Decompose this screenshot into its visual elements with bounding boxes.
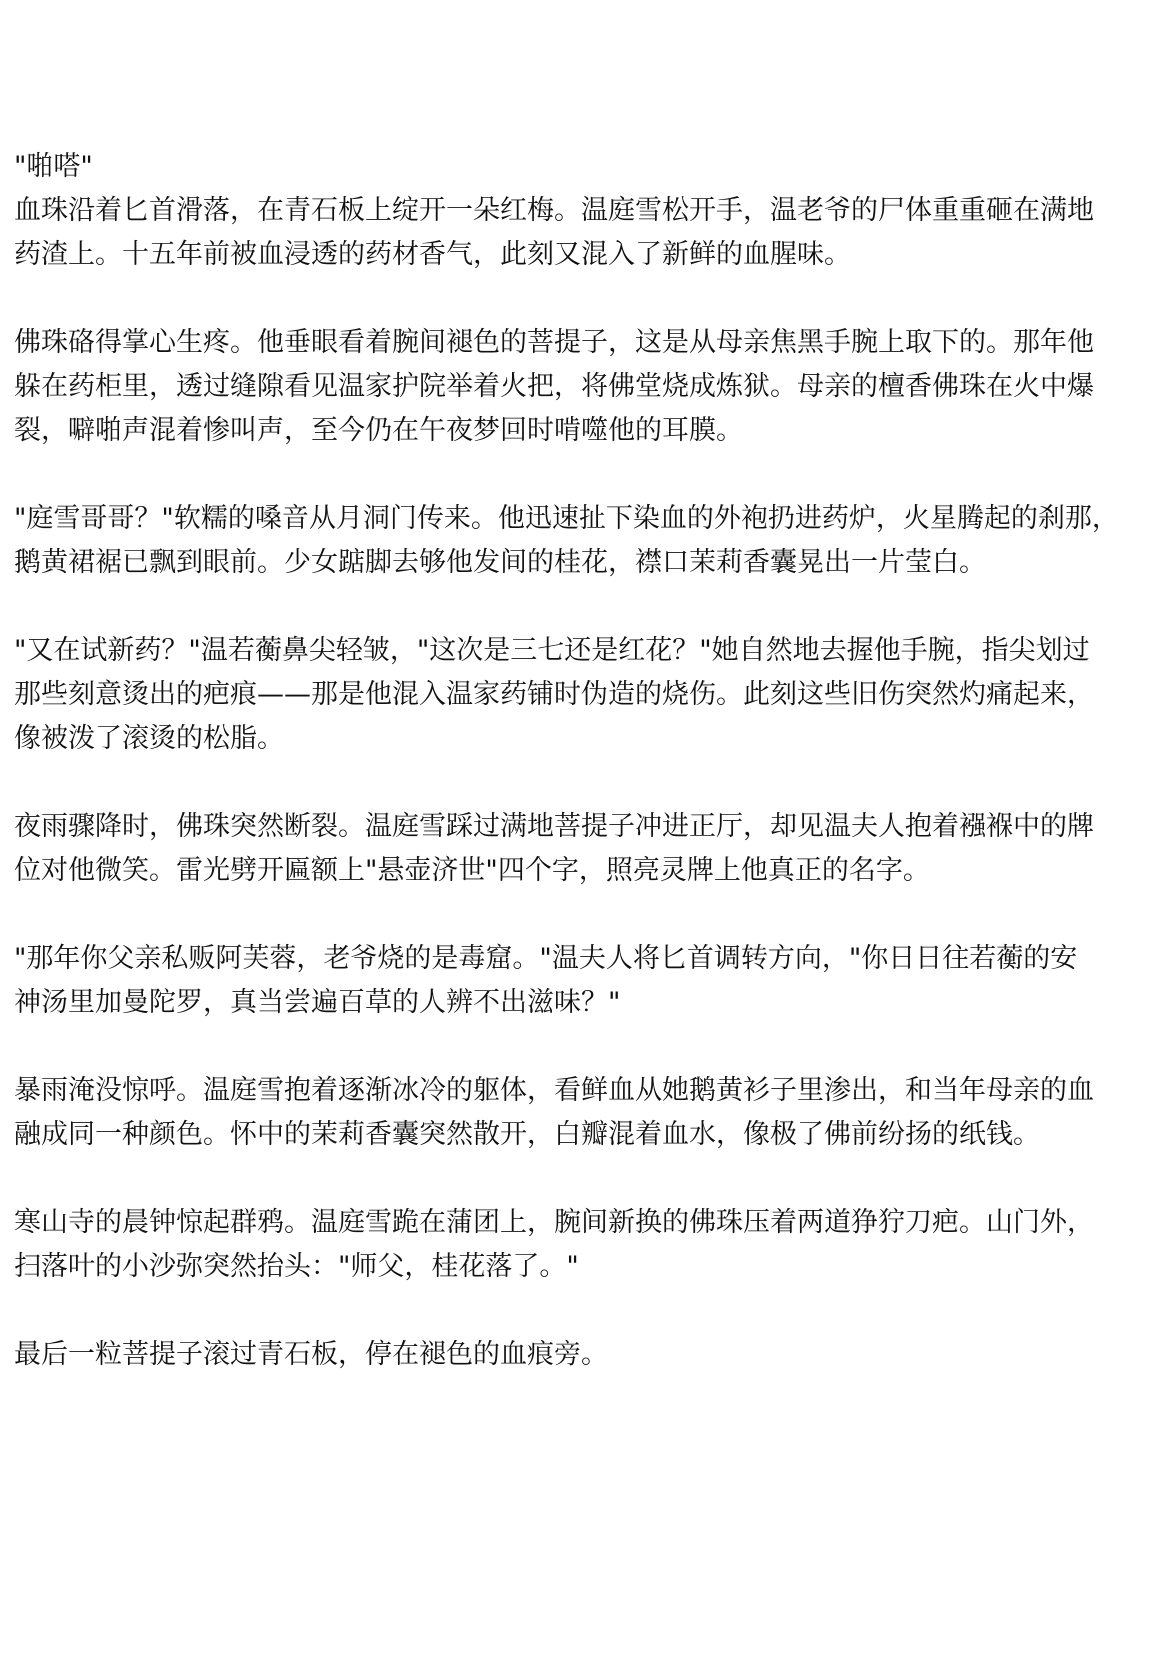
- text-line: 鹅黄裙裾已飘到眼前。少女踮脚去够他发间的桂花，襟口茉莉香囊晃出一片莹白。: [14, 547, 986, 578]
- story-page: [14, 145, 1164, 1421]
- text-line: 像被泼了滚烫的松脂。: [14, 723, 284, 754]
- text-line: "那年你父亲私贩阿芙蓉，老爷烧的是毒窟。"温夫人将匕首调转方向，"你日日往若蘅的安: [14, 943, 1078, 974]
- paragraph-8: [14, 1201, 1164, 1289]
- text-line: "又在试新药？"温若蘅鼻尖轻皱，"这次是三七还是红花？"她自然地去握他手腕，指尖划过: [14, 635, 1090, 666]
- paragraph-4: [14, 629, 1164, 761]
- text-line: 神汤里加曼陀罗，真当尝遍百草的人辨不出滋味？": [14, 987, 621, 1018]
- text-line: 位对他微笑。雷光劈开匾额上"悬壶济世"四个字，照亮灵牌上他真正的名字。: [14, 855, 930, 886]
- text-line: 寒山寺的晨钟惊起群鸦。温庭雪跪在蒲团上，腕间新换的佛珠压着两道狰狞刀疤。山门外，: [14, 1207, 1094, 1238]
- text-line: "啪嗒": [14, 151, 93, 182]
- paragraph-6: [14, 937, 1164, 1025]
- text-line: 融成同一种颜色。怀中的茉莉香囊突然散开，白瓣混着血水，像极了佛前纷扬的纸钱。: [14, 1119, 1040, 1150]
- paragraph-9: [14, 1333, 1164, 1377]
- text-line: 血珠沿着匕首滑落，在青石板上绽开一朵红梅。温庭雪松开手，温老爷的尸体重重砸在满地: [14, 195, 1094, 226]
- paragraph-3: [14, 497, 1164, 585]
- text-line: 药渣上。十五年前被血浸透的药材香气，此刻又混入了新鲜的血腥味。: [14, 239, 851, 270]
- paragraph-2: [14, 321, 1164, 453]
- text-line: 佛珠硌得掌心生疼。他垂眼看着腕间褪色的菩提子，这是从母亲焦黑手腕上取下的。那年他: [14, 327, 1094, 358]
- paragraph-7: [14, 1069, 1164, 1157]
- text-line: 暴雨淹没惊呼。温庭雪抱着逐渐冰冷的躯体，看鲜血从她鹅黄衫子里渗出，和当年母亲的血: [14, 1075, 1094, 1106]
- text-line: 夜雨骤降时，佛珠突然断裂。温庭雪踩过满地菩提子冲进正厅，却见温夫人抱着襁褓中的牌: [14, 811, 1094, 842]
- text-line: 躲在药柜里，透过缝隙看见温家护院举着火把，将佛堂烧成炼狱。母亲的檀香佛珠在火中爆: [14, 371, 1094, 402]
- text-line: "庭雪哥哥？"软糯的嗓音从月洞门传来。他迅速扯下染血的外袍扔进药炉，火星腾起的刹那，: [14, 503, 1119, 534]
- text-line: 最后一粒菩提子滚过青石板，停在褪色的血痕旁。: [14, 1339, 608, 1370]
- text-line: 裂，噼啪声混着惨叫声，至今仍在午夜梦回时啃噬他的耳膜。: [14, 415, 743, 446]
- onomatopoeia-line: [14, 145, 1164, 189]
- paragraph-1: [14, 189, 1164, 277]
- text-line: 扫落叶的小沙弥突然抬头："师父，桂花落了。": [14, 1251, 579, 1282]
- text-line: 那些刻意烫出的疤痕——那是他混入温家药铺时伪造的烧伤。此刻这些旧伤突然灼痛起来，: [14, 679, 1094, 710]
- paragraph-5: [14, 805, 1164, 893]
